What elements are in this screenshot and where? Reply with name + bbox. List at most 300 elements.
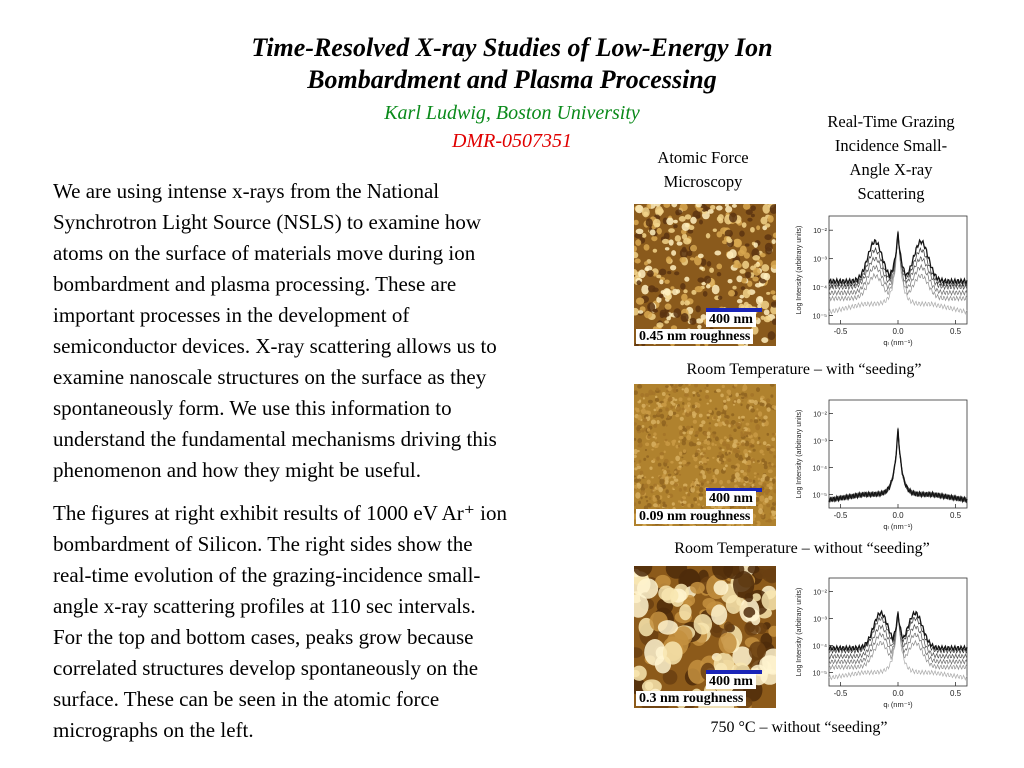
saxs-plot-3 [793, 572, 973, 714]
afm-grain [726, 390, 731, 394]
afm-grain [739, 394, 741, 396]
afm-grain [662, 469, 665, 471]
afm-heading [628, 146, 778, 194]
afm-grain [707, 432, 711, 436]
afm-grain [636, 297, 644, 304]
afm-grain [673, 476, 676, 479]
afm-grain [737, 443, 739, 445]
afm-grain [645, 496, 648, 498]
afm-grain [743, 477, 747, 481]
afm-grain [679, 474, 682, 476]
afm-grain [677, 242, 683, 246]
afm-grain [768, 215, 774, 223]
afm-grain [683, 449, 686, 453]
afm-heading-line-1: Atomic Force [657, 148, 749, 167]
afm-grain [698, 484, 700, 486]
afm-grain [709, 410, 712, 413]
afm-grain [679, 452, 682, 456]
afm-grain [684, 300, 690, 305]
afm-grain [659, 269, 666, 276]
afm-grain [675, 414, 679, 417]
afm-grain [728, 290, 735, 296]
afm-heading-line-2: Microscopy [663, 172, 743, 191]
afm-grain [752, 449, 755, 452]
afm-grain [665, 247, 670, 250]
x-tick-label: -0.5 [833, 327, 848, 336]
roughness-label: 0.45 nm roughness [636, 329, 753, 344]
afm-grain [656, 457, 659, 461]
afm-grain [653, 249, 657, 253]
afm-grain [664, 320, 669, 323]
afm-grain [754, 476, 756, 478]
afm-grain [648, 503, 652, 507]
afm-grain [753, 242, 757, 247]
afm-grain [717, 231, 723, 237]
afm-grain [729, 434, 732, 437]
afm-image-3 [634, 566, 776, 708]
afm-grain [733, 429, 736, 432]
afm-grain [727, 480, 731, 484]
afm-grain [756, 225, 760, 230]
afm-grain [662, 392, 666, 396]
afm-grain [640, 490, 644, 495]
afm-grain [668, 410, 673, 416]
text-line: surface. These can be seen in the atomic force [53, 687, 440, 711]
afm-grain [696, 318, 703, 323]
afm-grain [668, 394, 670, 396]
afm-grain [640, 393, 644, 397]
afm-grain [687, 251, 692, 256]
afm-grain [729, 213, 737, 223]
afm-grain [750, 205, 756, 211]
afm-grain [673, 483, 678, 487]
panel-caption-3: 750 °C – without “seeding” [710, 719, 888, 736]
afm-grain [722, 385, 725, 388]
afm-grain [770, 290, 775, 294]
y-tick-label: 10⁻³ [813, 438, 827, 446]
title-line-1: Time-Resolved X-ray Studies of Low-Energy Ion [251, 33, 773, 62]
afm-grain [693, 394, 695, 397]
afm-grain [661, 403, 666, 407]
afm-grain [645, 449, 647, 451]
afm-grain [641, 475, 644, 478]
afm-grain [709, 422, 711, 424]
afm-grain [665, 407, 669, 411]
afm-grain [659, 452, 664, 456]
afm-grain [652, 309, 657, 313]
x-axis-label: qₗ (nm⁻¹) [883, 700, 913, 709]
text-line: Synchrotron Light Source (NSLS) to examine how [53, 210, 482, 234]
afm-grain [643, 397, 645, 399]
afm-grain [707, 481, 710, 484]
afm-grain [656, 208, 664, 214]
afm-grain [667, 466, 669, 469]
afm-grain [735, 467, 739, 471]
afm-grain [642, 404, 646, 408]
afm-grain [713, 416, 716, 419]
afm-grain [648, 434, 651, 436]
plot-frame [829, 578, 967, 686]
afm-grain [691, 426, 694, 428]
afm-grain [670, 461, 673, 464]
afm-grain [684, 387, 689, 393]
afm-grain [715, 408, 718, 410]
series-line-t6 [829, 611, 967, 650]
series-line-t1 [829, 235, 967, 314]
afm-grain [701, 483, 704, 486]
afm-grain [741, 416, 745, 419]
afm-grain [759, 495, 764, 501]
afm-grain [695, 465, 698, 468]
saxs-heading-line-2: Incidence Small- [834, 136, 948, 155]
afm-grain [660, 414, 664, 419]
afm-grain [724, 415, 728, 418]
afm-grain [738, 416, 740, 419]
afm-grain [662, 239, 669, 244]
afm-grain [679, 604, 691, 620]
afm-grain [690, 428, 695, 431]
afm-grain [705, 390, 709, 393]
afm-grain [690, 504, 693, 508]
afm-grain [654, 409, 657, 412]
afm-grain [656, 275, 661, 279]
afm-grain [668, 385, 671, 387]
afm-grain [733, 439, 737, 443]
afm-grain [649, 497, 651, 500]
afm-grain [773, 455, 776, 458]
afm-grain [657, 443, 659, 445]
roughness-label: 0.09 nm roughness [636, 509, 753, 524]
afm-grain [755, 522, 757, 524]
afm-grain [733, 448, 738, 453]
afm-grain [707, 261, 712, 267]
afm-grain [772, 433, 775, 436]
afm-grain [648, 400, 653, 404]
afm-grain [680, 257, 687, 263]
afm-grain [742, 418, 745, 421]
afm-grain [772, 405, 775, 408]
afm-grain [680, 498, 683, 501]
afm-grain [637, 483, 642, 488]
saxs-heading [806, 110, 976, 206]
afm-grain [675, 456, 680, 462]
roughness-label: 0.3 nm roughness [636, 691, 746, 706]
y-tick-label: 10⁻² [813, 228, 827, 236]
afm-grain [711, 433, 714, 435]
afm-grain [728, 424, 731, 427]
afm-grain [680, 283, 685, 290]
afm-grain [644, 261, 648, 265]
y-tick-label: 10⁻⁴ [812, 285, 827, 293]
afm-grain [666, 256, 672, 263]
afm-grain [759, 450, 763, 454]
afm-image-2 [634, 384, 776, 526]
afm-grain [649, 486, 653, 489]
afm-grain [752, 255, 760, 261]
afm-grain [770, 394, 773, 397]
afm-grain [767, 433, 770, 436]
scale-label: 400 nm [706, 674, 756, 689]
afm-grain [664, 439, 667, 441]
afm-grain [764, 234, 771, 240]
afm-grain [693, 497, 697, 501]
afm-grain [708, 427, 711, 430]
afm-grain [648, 389, 653, 395]
afm-grain [652, 497, 656, 502]
afm-grain [682, 402, 685, 405]
afm-grain [707, 446, 711, 450]
afm-grain [758, 411, 762, 416]
afm-grain [748, 466, 752, 469]
text-line: important processes in the development of [53, 303, 410, 327]
afm-grain [643, 484, 648, 489]
afm-grain [764, 316, 771, 322]
y-tick-label: 10⁻² [813, 589, 827, 597]
afm-grain [683, 486, 687, 490]
afm-grain [741, 442, 745, 446]
grant-number: DMR-0507351 [452, 130, 572, 152]
afm-grain [740, 470, 744, 473]
afm-grain [648, 405, 650, 407]
afm-grain [696, 215, 701, 219]
scale-label: 400 nm [706, 312, 756, 327]
afm-grain [765, 223, 770, 227]
afm-grain [724, 436, 727, 439]
text-line: understand the fundamental mechanisms driving this [53, 427, 497, 451]
afm-grain [732, 204, 737, 208]
afm-grain [735, 393, 738, 397]
afm-grain [714, 250, 721, 255]
afm-grain [635, 492, 640, 499]
afm-grain [634, 258, 640, 263]
afm-grain [712, 285, 720, 295]
afm-grain [642, 207, 650, 217]
afm-grain [698, 427, 702, 432]
afm-grain [679, 397, 683, 401]
afm-grain [681, 434, 683, 436]
afm-grain [768, 469, 773, 473]
afm-grain [731, 465, 735, 469]
afm-grain [750, 444, 754, 447]
afm-grain [651, 236, 657, 241]
afm-grain [689, 318, 696, 325]
x-tick-label: 0.5 [949, 689, 962, 698]
afm-grain [744, 461, 747, 464]
afm-grain [679, 488, 682, 492]
afm-grain [706, 414, 710, 417]
afm-grain [764, 309, 770, 315]
afm-grain [747, 460, 751, 465]
afm-grain [740, 431, 742, 434]
afm-grain [664, 280, 669, 284]
afm-grain [665, 303, 672, 309]
afm-grain [697, 438, 699, 440]
afm-grain [735, 472, 740, 478]
afm-grain [682, 388, 684, 390]
afm-grain [692, 414, 696, 419]
afm-grain [717, 272, 722, 276]
afm-grain [761, 301, 769, 310]
afm-grain [678, 440, 680, 442]
afm-grain [695, 450, 699, 453]
afm-grain [695, 501, 697, 503]
afm-grain [772, 479, 776, 483]
afm-grain [739, 231, 745, 237]
afm-grain [766, 405, 768, 407]
plot-frame [829, 400, 967, 508]
afm-grain [716, 389, 721, 393]
afm-grain [687, 493, 690, 497]
afm-grain [757, 460, 760, 463]
afm-grain [680, 417, 684, 421]
afm-grain [737, 299, 743, 303]
afm-grain [639, 460, 642, 463]
afm-grain [693, 420, 697, 424]
afm-grain [762, 482, 766, 487]
x-tick-label: 0.5 [949, 511, 962, 520]
afm-grain [681, 294, 688, 302]
afm-grain [711, 604, 727, 624]
afm-grain [754, 419, 759, 423]
afm-grain [760, 402, 763, 406]
afm-grain [707, 403, 709, 405]
afm-grain [703, 291, 708, 297]
afm-grain [659, 478, 664, 484]
afm-grain [694, 614, 712, 635]
afm-grain [768, 495, 772, 500]
afm-grain [760, 478, 764, 482]
afm-grain [642, 425, 645, 428]
afm-grain [704, 276, 711, 284]
panel-caption-2: Room Temperature – without “seeding” [674, 540, 930, 557]
afm-grain [664, 450, 666, 453]
afm-grain [675, 235, 681, 242]
title-line-2: Bombardment and Plasma Processing [307, 65, 717, 94]
afm-grain [665, 442, 670, 446]
afm-grain [673, 220, 678, 224]
afm-grain [765, 520, 768, 522]
afm-grain [653, 415, 657, 418]
afm-grain [750, 393, 754, 397]
afm-grain [682, 460, 687, 464]
afm-grain [720, 393, 724, 397]
afm-grain [738, 457, 743, 461]
afm-grain [741, 278, 746, 284]
afm-grain [745, 243, 750, 246]
afm-grain [699, 414, 703, 418]
afm-grain [675, 384, 678, 387]
afm-grain [745, 272, 752, 278]
afm-grain [638, 501, 641, 505]
afm-grain [641, 285, 649, 295]
afm-grain [716, 264, 722, 270]
afm-grain [741, 396, 744, 399]
afm-grain [724, 403, 726, 405]
afm-grain [692, 405, 696, 409]
afm-grain [668, 474, 672, 477]
afm-grain [653, 424, 657, 428]
afm-grain [699, 473, 702, 475]
afm-grain [754, 263, 760, 267]
afm-grain [768, 331, 776, 340]
afm-grain [713, 229, 717, 232]
afm-grain [659, 279, 663, 284]
afm-grain [761, 419, 766, 422]
afm-grain [670, 405, 673, 408]
series-line-t6 [829, 429, 967, 502]
afm-grain [772, 239, 776, 244]
afm-grain [653, 484, 657, 487]
afm-grain [765, 493, 768, 496]
afm-grain [765, 476, 770, 481]
afm-grain [672, 289, 678, 295]
afm-grain [646, 455, 649, 458]
afm-grain [695, 286, 703, 292]
afm-grain [709, 399, 711, 402]
afm-grain [766, 484, 769, 487]
afm-grain [668, 416, 670, 418]
afm-grain [651, 477, 654, 479]
afm-grain [657, 420, 660, 424]
afm-grain [719, 632, 737, 653]
afm-grain [658, 294, 663, 298]
y-tick-label: 10⁻³ [813, 616, 827, 624]
text-line: The figures at right exhibit results of 1000 eV Ar⁺ ion [53, 501, 507, 525]
afm-grain [690, 582, 705, 594]
afm-grain [683, 289, 687, 293]
afm-grain [674, 271, 679, 275]
afm-grain [745, 593, 754, 602]
afm-grain [647, 270, 654, 277]
afm-grain [756, 504, 758, 506]
afm-grain [654, 445, 656, 448]
afm-grain [683, 501, 687, 504]
y-tick-label: 10⁻⁵ [812, 492, 827, 500]
afm-grain [663, 641, 683, 664]
afm-grain [705, 395, 709, 399]
afm-grain [658, 463, 662, 467]
afm-grain [653, 458, 656, 461]
afm-grain [665, 385, 669, 388]
afm-grain [666, 316, 671, 320]
afm-grain [698, 254, 704, 259]
afm-grain [695, 431, 699, 435]
text-line: micrographs on the left. [53, 718, 254, 742]
afm-grain [686, 435, 691, 441]
afm-grain [726, 236, 731, 242]
saxs-plot-2 [793, 394, 973, 536]
x-tick-label: -0.5 [833, 511, 848, 520]
afm-grain [650, 229, 656, 235]
afm-grain [754, 472, 757, 474]
afm-grain [706, 233, 710, 238]
afm-grain [750, 227, 755, 233]
afm-grain [637, 415, 641, 421]
afm-grain [750, 419, 753, 422]
afm-grain [678, 445, 680, 448]
afm-grain [715, 444, 717, 446]
afm-grain [694, 434, 698, 437]
afm-grain [638, 443, 642, 448]
afm-grain [700, 463, 702, 465]
series-line-t6 [829, 232, 967, 283]
afm-grain [725, 206, 732, 213]
afm-grain [748, 479, 752, 483]
afm-grain [690, 217, 697, 224]
x-tick-label: 0.0 [892, 511, 904, 520]
afm-grain [723, 458, 726, 461]
author-line: Karl Ludwig, Boston University [384, 102, 640, 124]
